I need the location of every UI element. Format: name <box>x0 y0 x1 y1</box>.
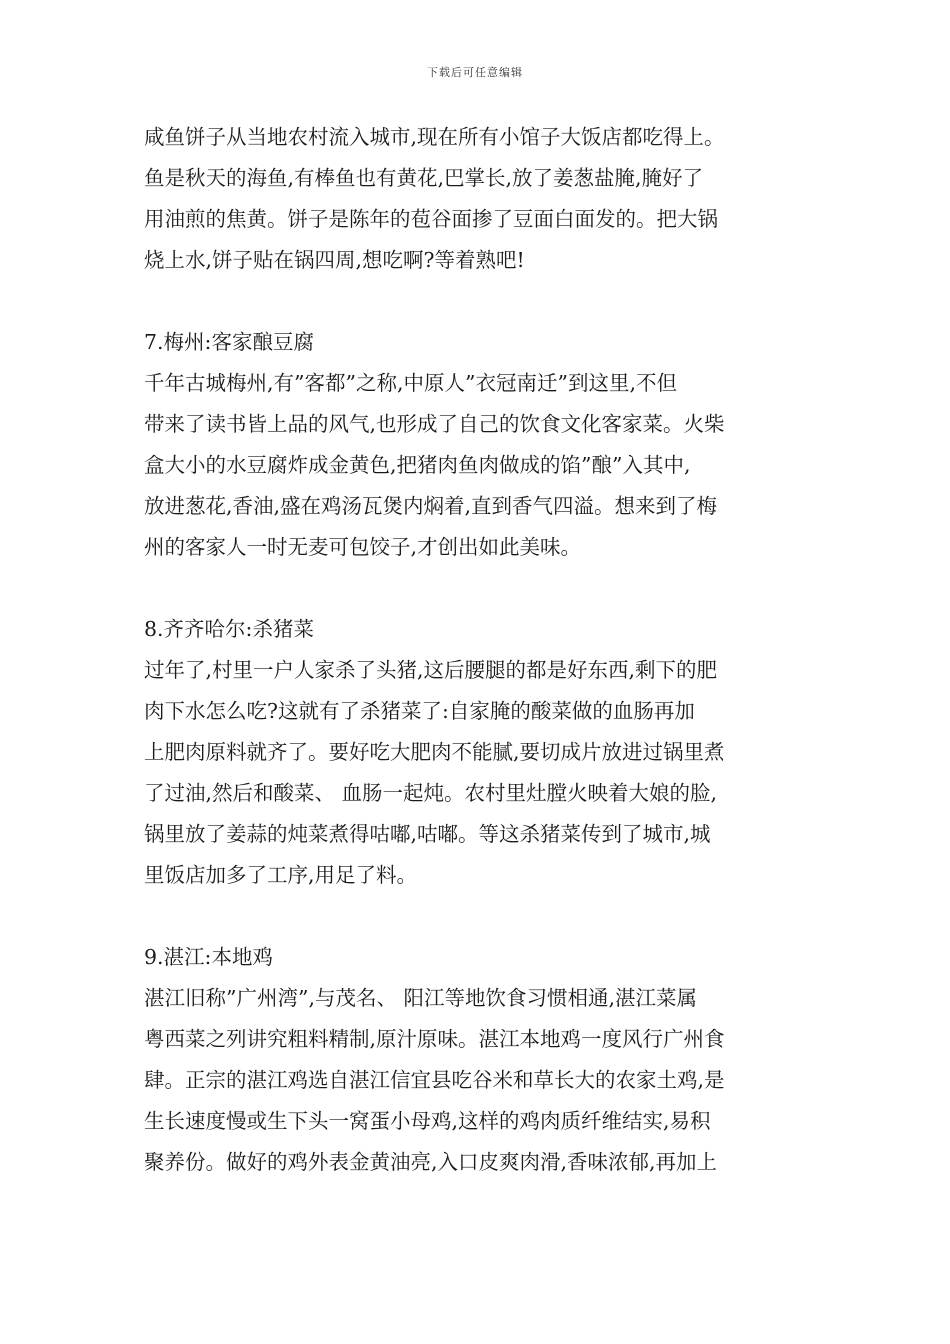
body-line: 生长速度慢或生下头一窝蛋小母鸡,这样的鸡肉质纤维结实,易积 <box>144 1109 711 1133</box>
section-qiqihaer <box>144 609 809 896</box>
paragraph-gap <box>144 281 809 322</box>
body-line: 州的客家人一时无麦可包饺子,才创出如此美味。 <box>144 535 582 559</box>
body-line: 里饭店加多了工序,用足了料。 <box>144 863 418 887</box>
paragraph-xianyu-bingzi <box>144 117 809 281</box>
body-line: 烧上水,饼子贴在锅四周,想吃啊?等着熟吧! <box>144 248 525 272</box>
body-line: 带来了读书皆上品的风气,也形成了自己的饮食文化客家菜。火柴 <box>144 412 725 436</box>
body-line: 肉下水怎么吃?这就有了杀猪菜了:自家腌的酸菜做的血肠再加 <box>144 699 695 723</box>
section-heading: 9.湛江:本地鸡 <box>144 945 273 969</box>
section-zhanjiang <box>144 937 809 1183</box>
body-line: 粤西菜之列讲究粗料精制,原汁原味。湛江本地鸡一度风行广州食 <box>144 1027 725 1051</box>
body-line: 上肥肉原料就齐了。要好吃大肥肉不能腻,要切成片放进过锅里煮 <box>144 740 725 764</box>
paragraph-gap <box>144 896 809 937</box>
body-line: 肆。正宗的湛江鸡选自湛江信宜县吃谷米和草长大的农家土鸡,是 <box>144 1068 725 1092</box>
body-line: 锅里放了姜蒜的炖菜煮得咕嘟,咕嘟。等这杀猪菜传到了城市,城 <box>144 822 711 846</box>
body-line: 聚养份。做好的鸡外表金黄油亮,入口皮爽肉滑,香味浓郁,再加上 <box>144 1150 718 1174</box>
body-line: 了过油,然后和酸菜、 血肠一起炖。农村里灶膛火映着大娘的脸, <box>144 781 718 805</box>
body-line: 用油煎的焦黄。饼子是陈年的苞谷面掺了豆面白面发的。把大锅 <box>144 207 718 231</box>
body-line: 盒大小的水豆腐炸成金黄色,把猪肉鱼肉做成的馅”酿”入其中, <box>144 453 691 477</box>
section-heading: 7.梅州:客家酿豆腐 <box>144 330 314 354</box>
section-heading: 8.齐齐哈尔:杀猪菜 <box>144 617 314 641</box>
body-line: 咸鱼饼子从当地农村流入城市,现在所有小馆子大饭店都吃得上。 <box>144 125 725 149</box>
document-body <box>144 117 809 1183</box>
body-line: 过年了,村里一户人家杀了头猪,这后腰腿的都是好东西,剩下的肥 <box>144 658 718 682</box>
body-line: 鱼是秋天的海鱼,有棒鱼也有黄花,巴掌长,放了姜葱盐腌,腌好了 <box>144 166 704 190</box>
body-line: 湛江旧称”广州湾”,与茂名、 阳江等地饮食习惯相通,湛江菜属 <box>144 986 698 1010</box>
body-line: 放进葱花,香油,盛在鸡汤瓦煲内焖着,直到香气四溢。想来到了梅 <box>144 494 718 518</box>
section-meizhou <box>144 322 809 568</box>
header-note: 下载后可任意编辑 <box>427 66 523 79</box>
paragraph-gap <box>144 568 809 609</box>
body-line: 千年古城梅州,有”客都”之称,中原人”衣冠南迁”到这里,不但 <box>144 371 677 395</box>
